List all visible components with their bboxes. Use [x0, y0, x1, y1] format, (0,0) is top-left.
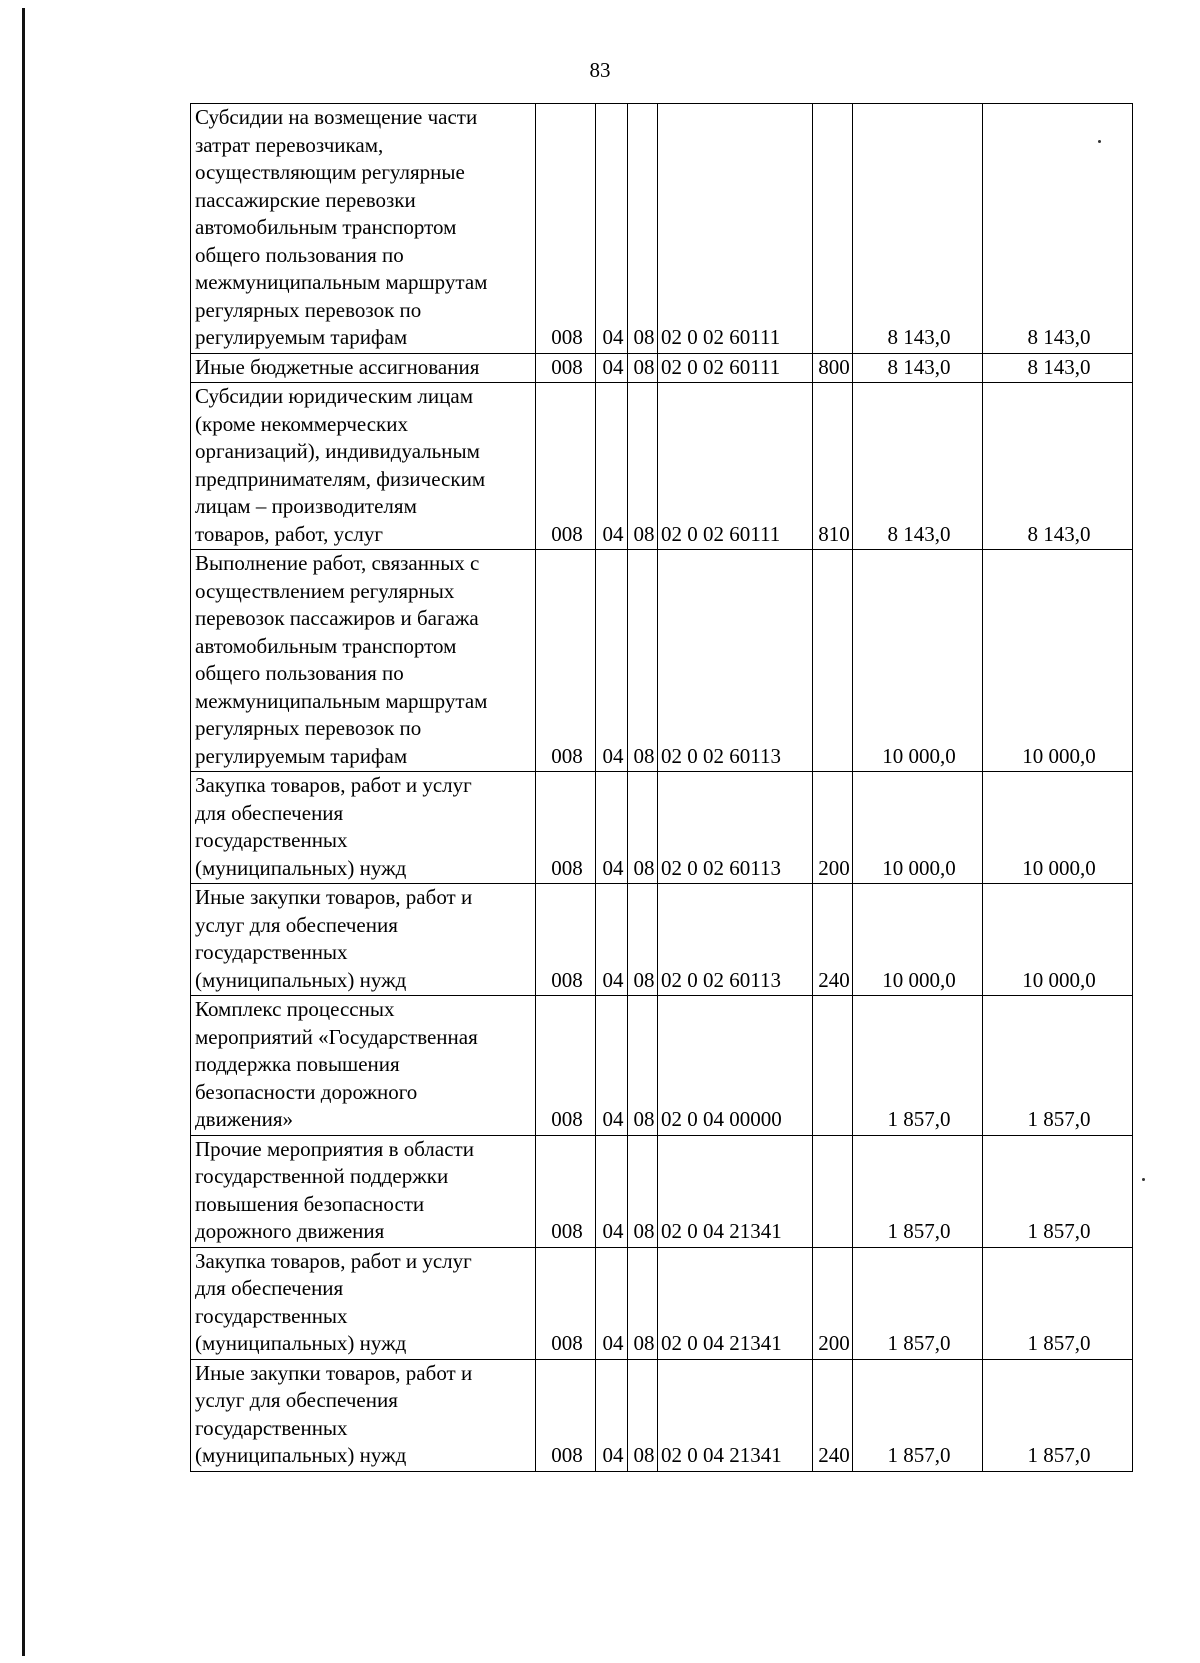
table-row: [191, 1135, 1133, 1247]
expense-type-cell: 800: [813, 353, 853, 383]
ministry-code-cell: 008: [536, 104, 596, 354]
target-article-cell: 02 0 02 60111: [658, 383, 813, 550]
item-name-line: регулируемым тарифам: [195, 325, 408, 349]
ministry-code-cell: 008: [536, 1247, 596, 1359]
subsection-code-cell: 08: [628, 1247, 658, 1359]
target-article-cell: 02 0 04 21341: [658, 1247, 813, 1359]
item-name-line: государственных: [195, 1303, 348, 1328]
ministry-code-cell: 008: [536, 772, 596, 884]
budget-table: [190, 103, 1133, 1472]
amount-cell: 10 000,0: [983, 884, 1133, 996]
amount-cell: 1 857,0: [853, 1359, 983, 1471]
section-code-cell: 04: [596, 383, 628, 550]
subsection-code-cell: 08: [628, 353, 658, 383]
amount-cell: 8 143,0: [983, 353, 1133, 383]
item-name-line: затрат перевозчикам,: [195, 132, 384, 157]
item-name-line: межмуниципальным маршрутам: [195, 688, 488, 713]
scan-speck: [1098, 140, 1101, 143]
item-name-line: повышения безопасности: [195, 1191, 425, 1216]
amount-cell: 1 857,0: [853, 996, 983, 1136]
scan-speck: [1142, 1178, 1145, 1181]
expense-type-cell: [813, 1135, 853, 1247]
expense-type-cell: [813, 550, 853, 772]
item-name-line: (муниципальных) нужд: [195, 1443, 407, 1467]
item-name-line: Комплекс процессных: [195, 997, 395, 1021]
item-name-cell: [191, 996, 536, 1136]
page-margin-line: [22, 8, 25, 1656]
item-name-line: Субсидии на возмещение части: [195, 105, 478, 129]
item-name-line: безопасности дорожного: [195, 1079, 418, 1104]
amount-cell: 10 000,0: [983, 550, 1133, 772]
item-name-line: перевозок пассажиров и багажа: [195, 606, 479, 630]
item-name-line: Закупка товаров, работ и услуг: [195, 773, 472, 797]
item-name-line: поддержка повышения: [195, 1052, 400, 1076]
item-name-line: (муниципальных) нужд: [195, 855, 407, 880]
section-code-cell: 04: [596, 550, 628, 772]
item-name-line: Иные закупки товаров, работ и: [195, 1360, 473, 1385]
subsection-code-cell: 08: [628, 1135, 658, 1247]
item-name-line: общего пользования по: [195, 242, 404, 267]
amount-cell: 1 857,0: [983, 1247, 1133, 1359]
amount-cell: 8 143,0: [853, 353, 983, 383]
expense-type-cell: [813, 104, 853, 354]
item-name-line: Иные бюджетные ассигнования: [195, 354, 480, 379]
item-name-line: товаров, работ, услуг: [195, 521, 384, 546]
item-name-cell: [191, 884, 536, 996]
amount-cell: 10 000,0: [853, 550, 983, 772]
ministry-code-cell: 008: [536, 550, 596, 772]
item-name-cell: [191, 383, 536, 550]
amount-cell: 1 857,0: [983, 1359, 1133, 1471]
subsection-code-cell: 08: [628, 772, 658, 884]
subsection-code-cell: 08: [628, 996, 658, 1136]
item-name-line: регулярных перевозок по: [195, 297, 422, 322]
section-code-cell: 04: [596, 353, 628, 383]
amount-cell: 10 000,0: [853, 884, 983, 996]
amount-cell: 8 143,0: [983, 383, 1133, 550]
item-name-line: Прочие мероприятия в области: [195, 1136, 474, 1161]
item-name-line: осуществлением регулярных: [195, 578, 455, 603]
table-row: [191, 772, 1133, 884]
item-name-line: дорожного движения: [195, 1219, 385, 1243]
item-name-line: (кроме некоммерческих: [195, 411, 408, 436]
amount-cell: 8 143,0: [853, 383, 983, 550]
section-code-cell: 04: [596, 104, 628, 354]
section-code-cell: 04: [596, 996, 628, 1136]
item-name-line: (муниципальных) нужд: [195, 1331, 407, 1355]
expense-type-cell: 200: [813, 1247, 853, 1359]
target-article-cell: 02 0 02 60111: [658, 104, 813, 354]
subsection-code-cell: 08: [628, 383, 658, 550]
amount-cell: 1 857,0: [853, 1135, 983, 1247]
subsection-code-cell: 08: [628, 884, 658, 996]
expense-type-cell: 240: [813, 884, 853, 996]
item-name-cell: [191, 1359, 536, 1471]
ministry-code-cell: 008: [536, 1135, 596, 1247]
item-name-line: Иные закупки товаров, работ и: [195, 885, 473, 909]
item-name-line: государственных: [195, 828, 348, 852]
item-name-line: услуг для обеспечения: [195, 1388, 398, 1412]
item-name-line: осуществляющим регулярные: [195, 160, 465, 184]
item-name-line: государственных: [195, 940, 348, 964]
section-code-cell: 04: [596, 1247, 628, 1359]
section-code-cell: 04: [596, 884, 628, 996]
target-article-cell: 02 0 04 21341: [658, 1135, 813, 1247]
target-article-cell: 02 0 04 00000: [658, 996, 813, 1136]
item-name-line: (муниципальных) нужд: [195, 967, 407, 992]
target-article-cell: 02 0 02 60113: [658, 550, 813, 772]
item-name-line: мероприятий «Государственная: [195, 1024, 478, 1049]
item-name-line: лицам – производителям: [195, 494, 417, 518]
item-name-line: Закупка товаров, работ и услуг: [195, 1248, 472, 1273]
amount-cell: 10 000,0: [983, 772, 1133, 884]
subsection-code-cell: 08: [628, 104, 658, 354]
item-name-cell: [191, 1247, 536, 1359]
target-article-cell: 02 0 02 60113: [658, 884, 813, 996]
amount-cell: 8 143,0: [983, 104, 1133, 354]
expense-type-cell: 200: [813, 772, 853, 884]
item-name-cell: [191, 353, 536, 383]
ministry-code-cell: 008: [536, 996, 596, 1136]
table-row: [191, 550, 1133, 772]
item-name-line: движения»: [195, 1107, 294, 1131]
target-article-cell: 02 0 04 21341: [658, 1359, 813, 1471]
item-name-line: пассажирские перевозки: [195, 187, 416, 212]
item-name-cell: [191, 550, 536, 772]
section-code-cell: 04: [596, 1359, 628, 1471]
amount-cell: 10 000,0: [853, 772, 983, 884]
table-row: [191, 383, 1133, 550]
item-name-line: предпринимателям, физическим: [195, 466, 486, 491]
section-code-cell: 04: [596, 1135, 628, 1247]
amount-cell: 1 857,0: [983, 996, 1133, 1136]
amount-cell: 8 143,0: [853, 104, 983, 354]
item-name-line: автомобильным транспортом: [195, 633, 457, 658]
expense-type-cell: [813, 996, 853, 1136]
item-name-line: регулируемым тарифам: [195, 743, 408, 768]
item-name-line: государственных: [195, 1415, 348, 1440]
amount-cell: 1 857,0: [853, 1247, 983, 1359]
item-name-line: государственной поддержки: [195, 1164, 449, 1188]
subsection-code-cell: 08: [628, 1359, 658, 1471]
item-name-cell: [191, 104, 536, 354]
table-row: [191, 353, 1133, 383]
item-name-cell: [191, 1135, 536, 1247]
item-name-line: межмуниципальным маршрутам: [195, 270, 488, 294]
target-article-cell: 02 0 02 60111: [658, 353, 813, 383]
page-number: 83: [589, 58, 611, 82]
subsection-code-cell: 08: [628, 550, 658, 772]
section-code-cell: 04: [596, 772, 628, 884]
table-row: [191, 104, 1133, 354]
table-row: [191, 884, 1133, 996]
expense-type-cell: 240: [813, 1359, 853, 1471]
item-name-line: автомобильным транспортом: [195, 215, 457, 239]
item-name-line: услуг для обеспечения: [195, 912, 398, 937]
expense-type-cell: 810: [813, 383, 853, 550]
item-name-line: Субсидии юридическим лицам: [195, 384, 473, 408]
item-name-line: для обеспечения: [195, 1276, 344, 1300]
ministry-code-cell: 008: [536, 884, 596, 996]
table-row: [191, 1247, 1133, 1359]
table-row: [191, 1359, 1133, 1471]
item-name-line: организаций), индивидуальным: [195, 439, 480, 463]
item-name-cell: [191, 772, 536, 884]
ministry-code-cell: 008: [536, 1359, 596, 1471]
budget-table-body: [191, 104, 1133, 1472]
amount-cell: 1 857,0: [983, 1135, 1133, 1247]
item-name-line: Выполнение работ, связанных с: [195, 551, 480, 575]
item-name-line: регулярных перевозок по: [195, 716, 422, 740]
item-name-line: общего пользования по: [195, 661, 404, 685]
ministry-code-cell: 008: [536, 383, 596, 550]
item-name-line: для обеспечения: [195, 800, 344, 825]
target-article-cell: 02 0 02 60113: [658, 772, 813, 884]
table-row: [191, 996, 1133, 1136]
ministry-code-cell: 008: [536, 353, 596, 383]
